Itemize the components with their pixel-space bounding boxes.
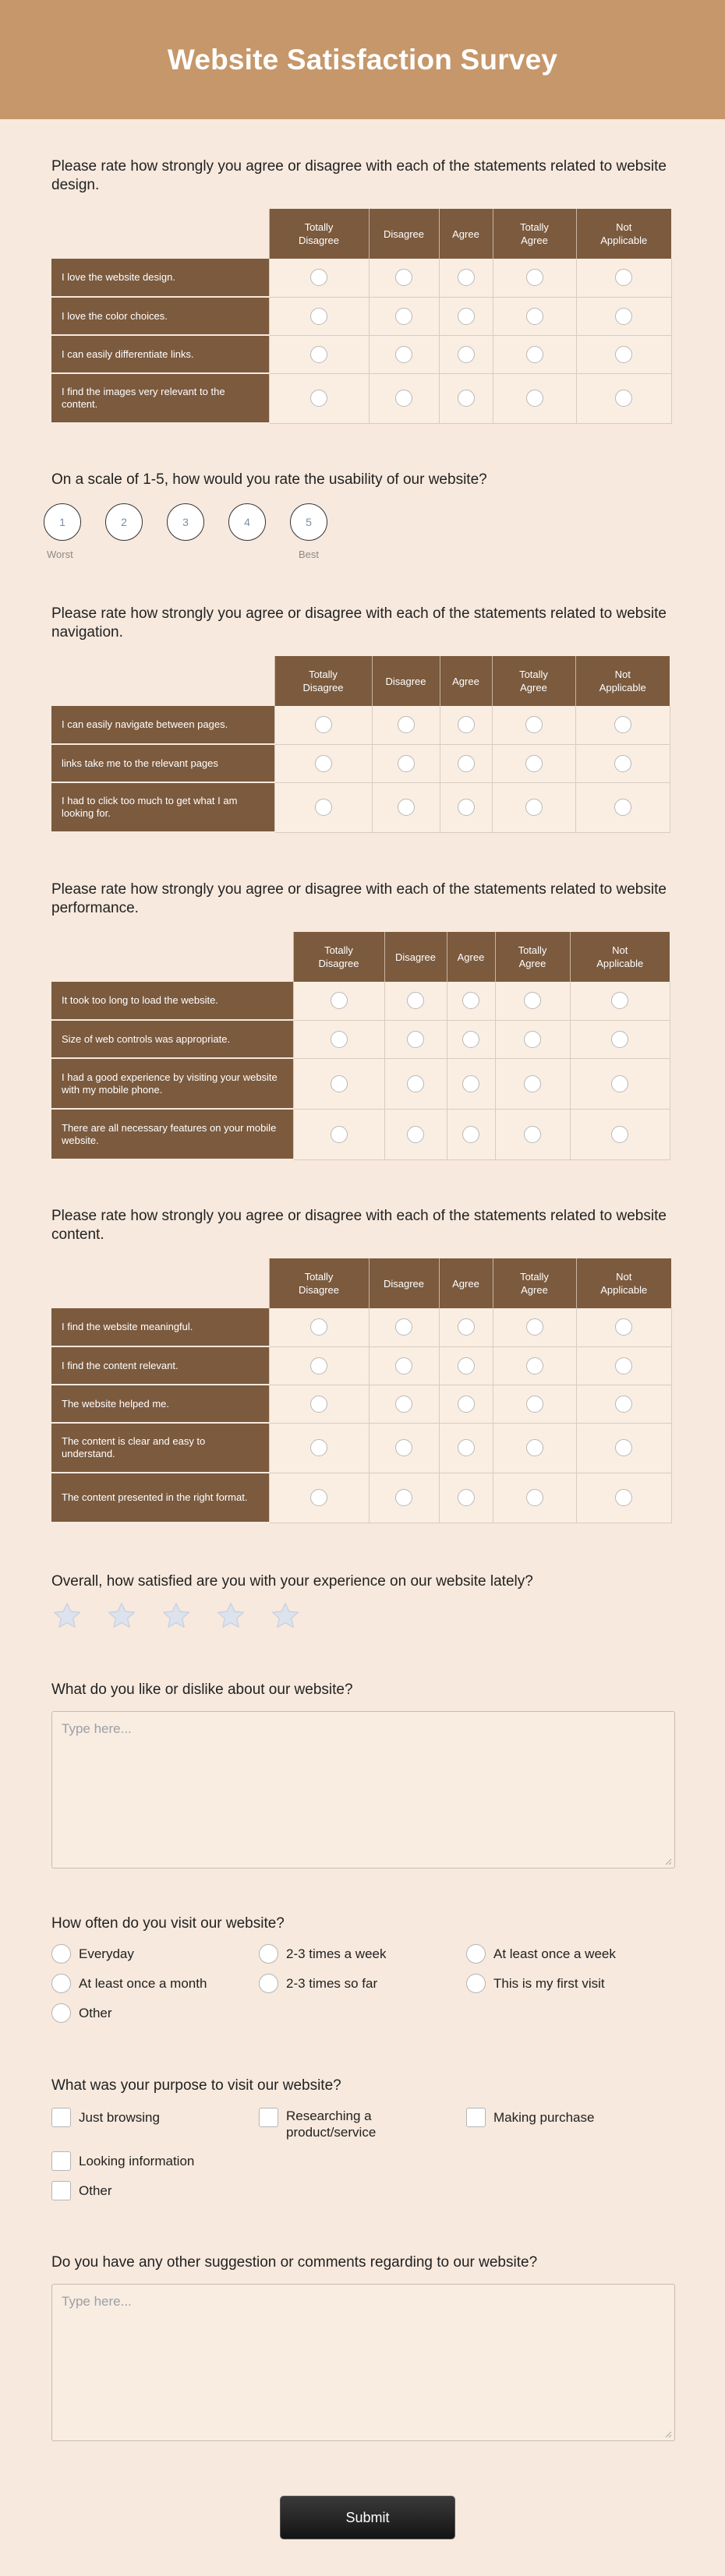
matrix-column-header: Totally Agree — [493, 209, 576, 259]
matrix-column-header: Totally Disagree — [293, 932, 384, 982]
matrix-radio[interactable] — [407, 992, 424, 1009]
matrix-radio[interactable] — [458, 1489, 475, 1506]
checkbox[interactable] — [51, 2108, 71, 2127]
matrix-cell — [495, 1020, 570, 1058]
resize-grip-icon[interactable] — [665, 1858, 672, 1865]
matrix-radio[interactable] — [462, 1126, 479, 1143]
matrix-cell — [439, 1346, 493, 1385]
matrix-row-label: I love the color choices. — [51, 297, 269, 335]
matrix-radio[interactable] — [458, 716, 475, 733]
matrix-radio[interactable] — [615, 1396, 632, 1413]
matrix-cell — [576, 1385, 671, 1423]
question-frequency — [51, 1914, 674, 2020]
matrix-cell — [492, 782, 575, 832]
matrix-radio[interactable] — [458, 1357, 475, 1374]
matrix-radio[interactable] — [315, 799, 332, 816]
matrix-column-header: Agree — [439, 209, 493, 259]
matrix-radio[interactable] — [526, 1357, 543, 1374]
matrix-radio[interactable] — [526, 1318, 543, 1336]
matrix-cell — [369, 1385, 439, 1423]
matrix-row-label: The website helped me. — [51, 1385, 269, 1423]
matrix-column-header: Totally Disagree — [274, 656, 372, 706]
checkbox[interactable] — [51, 2151, 71, 2171]
radio-button[interactable] — [51, 1974, 71, 1993]
matrix-radio[interactable] — [458, 799, 475, 816]
question-title: How often do you visit our website? — [51, 1915, 285, 1932]
matrix-cell — [439, 259, 493, 297]
matrix-cell — [439, 1308, 493, 1346]
matrix-cell — [369, 1308, 439, 1346]
matrix-radio[interactable] — [310, 1489, 327, 1506]
matrix-column-header: Disagree — [369, 1258, 439, 1308]
matrix-cell — [570, 1058, 670, 1109]
matrix-cell — [570, 1109, 670, 1159]
matrix-radio[interactable] — [526, 346, 543, 363]
question-performance — [51, 880, 674, 1146]
question-content — [51, 1207, 674, 1503]
matrix-row-label: I can easily differentiate links. — [51, 335, 269, 373]
matrix-cell — [274, 706, 372, 744]
radio-button[interactable] — [259, 1944, 278, 1964]
matrix-radio[interactable] — [458, 308, 475, 325]
matrix-column-header: Disagree — [372, 656, 440, 706]
resize-grip-icon[interactable] — [665, 2431, 672, 2438]
matrix-radio[interactable] — [462, 1031, 479, 1048]
matrix-cell — [269, 259, 369, 297]
matrix-cell — [493, 373, 576, 423]
comments-textarea[interactable] — [51, 2284, 675, 2441]
matrix-radio[interactable] — [462, 1075, 479, 1092]
matrix-radio[interactable] — [398, 755, 415, 772]
matrix-cell — [439, 335, 493, 373]
frequency-option-once-month[interactable]: At least once a month — [51, 1974, 207, 1993]
radio-button[interactable] — [466, 1974, 486, 1993]
matrix-radio[interactable] — [315, 755, 332, 772]
matrix-radio[interactable] — [525, 755, 543, 772]
matrix-row-label: The content is clear and easy to understand. — [51, 1423, 269, 1473]
matrix-cell — [492, 706, 575, 744]
matrix-cell — [576, 1346, 671, 1385]
matrix-radio[interactable] — [310, 1318, 327, 1336]
matrix-radio[interactable] — [615, 269, 632, 286]
matrix-performance — [51, 932, 670, 1160]
matrix-cell — [269, 1423, 369, 1473]
scale-option-5[interactable]: 5 — [290, 503, 327, 541]
matrix-cell — [269, 373, 369, 423]
matrix-radio[interactable] — [407, 1075, 424, 1092]
matrix-row-label: I had to click too much to get what I am looking for. — [51, 782, 274, 832]
matrix-radio[interactable] — [395, 308, 412, 325]
matrix-cell — [493, 1346, 576, 1385]
matrix-cell — [440, 744, 492, 782]
matrix-cell — [447, 1109, 495, 1159]
matrix-radio[interactable] — [331, 1075, 348, 1092]
matrix-radio[interactable] — [614, 755, 631, 772]
checkbox[interactable] — [51, 2181, 71, 2200]
matrix-row-label: I can easily navigate between pages. — [51, 706, 274, 744]
matrix-cell — [293, 1020, 384, 1058]
radio-button[interactable] — [259, 1974, 278, 1993]
matrix-row-label: There are all necessary features on your mobile website. — [51, 1109, 293, 1159]
matrix-cell — [439, 1473, 493, 1523]
question-title: Please rate how strongly you agree or disagree with each of the statements related to website content. — [51, 1208, 667, 1243]
matrix-cell — [372, 706, 440, 744]
matrix-cell — [384, 982, 447, 1020]
matrix-cell — [293, 982, 384, 1020]
matrix-radio[interactable] — [526, 1489, 543, 1506]
matrix-radio[interactable] — [615, 1357, 632, 1374]
matrix-cell — [440, 782, 492, 832]
matrix-radio[interactable] — [526, 1396, 543, 1413]
question-usability — [47, 471, 674, 560]
frequency-option-everyday[interactable]: Everyday — [51, 1944, 134, 1964]
matrix-cell — [493, 259, 576, 297]
matrix-row-label: I find the content relevant. — [51, 1346, 269, 1385]
matrix-radio[interactable] — [310, 1357, 327, 1374]
matrix-cell — [575, 706, 670, 744]
matrix-radio[interactable] — [310, 269, 327, 286]
matrix-cell — [570, 982, 670, 1020]
matrix-radio[interactable] — [526, 390, 543, 407]
survey-header — [0, 0, 725, 119]
frequency-option-other[interactable]: Other — [51, 2003, 112, 2023]
matrix-cell — [576, 1423, 671, 1473]
matrix-cell — [439, 1423, 493, 1473]
matrix-radio[interactable] — [462, 992, 479, 1009]
matrix-radio[interactable] — [525, 799, 543, 816]
frequency-option-once-week[interactable]: At least once a week — [466, 1944, 616, 1964]
like-dislike-textarea[interactable] — [51, 1711, 675, 1868]
matrix-cell — [440, 706, 492, 744]
question-title: Please rate how strongly you agree or disagree with each of the statements related to website performance. — [51, 881, 667, 916]
matrix-cell — [576, 1308, 671, 1346]
matrix-row-label: It took too long to load the website. — [51, 982, 293, 1020]
question-purpose — [51, 2077, 674, 2198]
matrix-cell — [493, 1423, 576, 1473]
textarea-placeholder: Type here... — [62, 1721, 132, 1736]
matrix-cell — [293, 1058, 384, 1109]
matrix-cell — [384, 1058, 447, 1109]
matrix-radio[interactable] — [398, 716, 415, 733]
matrix-radio[interactable] — [615, 1489, 632, 1506]
matrix-cell — [570, 1020, 670, 1058]
matrix-radio[interactable] — [526, 269, 543, 286]
matrix-cell — [269, 1308, 369, 1346]
matrix-radio[interactable] — [611, 1075, 628, 1092]
matrix-radio[interactable] — [615, 1439, 632, 1456]
question-like-dislike — [51, 1681, 674, 1736]
matrix-cell — [269, 1385, 369, 1423]
matrix-radio[interactable] — [614, 716, 631, 733]
question-design — [51, 157, 674, 410]
matrix-radio[interactable] — [458, 755, 475, 772]
matrix-column-header: Not Applicable — [575, 656, 670, 706]
matrix-cell — [492, 744, 575, 782]
star-icon[interactable] — [161, 1600, 192, 1632]
matrix-radio[interactable] — [458, 1439, 475, 1456]
scale-option-1[interactable]: 1 — [44, 503, 81, 541]
matrix-row-label: I find the website meaningful. — [51, 1308, 269, 1346]
matrix-radio[interactable] — [458, 1396, 475, 1413]
matrix-radio[interactable] — [524, 1126, 541, 1143]
matrix-cell — [369, 259, 439, 297]
purpose-option-purchase[interactable]: Making purchase — [466, 2108, 594, 2127]
matrix-radio[interactable] — [524, 992, 541, 1009]
matrix-radio[interactable] — [395, 1318, 412, 1336]
matrix-cell — [369, 1346, 439, 1385]
matrix-row-label: I love the website design. — [51, 259, 269, 297]
matrix-navigation — [51, 656, 670, 833]
matrix-radio[interactable] — [398, 799, 415, 816]
matrix-radio[interactable] — [395, 269, 412, 286]
matrix-radio[interactable] — [615, 308, 632, 325]
frequency-option-2-3-week[interactable]: 2-3 times a week — [259, 1944, 387, 1964]
matrix-row-label: Size of web controls was appropriate. — [51, 1020, 293, 1058]
matrix-corner — [51, 656, 274, 706]
matrix-column-header: Totally Agree — [492, 656, 575, 706]
matrix-row-label: I find the images very relevant to the content. — [51, 373, 269, 423]
matrix-cell — [447, 1058, 495, 1109]
star-icon[interactable] — [270, 1600, 301, 1632]
purpose-option-other[interactable]: Other — [51, 2181, 112, 2200]
matrix-cell — [369, 1423, 439, 1473]
matrix-design — [51, 209, 672, 424]
star-icon[interactable] — [215, 1600, 246, 1632]
matrix-cell — [369, 373, 439, 423]
matrix-column-header: Agree — [440, 656, 492, 706]
matrix-cell — [369, 335, 439, 373]
matrix-radio[interactable] — [525, 716, 543, 733]
matrix-radio[interactable] — [310, 346, 327, 363]
matrix-cell — [293, 1109, 384, 1159]
matrix-column-header: Not Applicable — [576, 1258, 671, 1308]
scale-option-3[interactable]: 3 — [167, 503, 204, 541]
matrix-cell — [495, 982, 570, 1020]
checkbox[interactable] — [466, 2108, 486, 2127]
matrix-radio[interactable] — [611, 992, 628, 1009]
matrix-radio[interactable] — [458, 346, 475, 363]
matrix-corner — [51, 209, 269, 259]
matrix-radio[interactable] — [395, 1357, 412, 1374]
matrix-radio[interactable] — [458, 390, 475, 407]
matrix-radio[interactable] — [395, 1396, 412, 1413]
matrix-cell — [447, 1020, 495, 1058]
matrix-radio[interactable] — [611, 1031, 628, 1048]
submit-button[interactable]: Submit — [280, 2496, 455, 2539]
matrix-cell — [384, 1109, 447, 1159]
matrix-cell — [575, 744, 670, 782]
matrix-cell — [269, 1473, 369, 1523]
purpose-option-information[interactable]: Looking information — [51, 2151, 194, 2171]
matrix-cell — [269, 335, 369, 373]
matrix-radio[interactable] — [407, 1126, 424, 1143]
matrix-radio[interactable] — [310, 308, 327, 325]
matrix-corner — [51, 1258, 269, 1308]
question-title: Do you have any other suggestion or comments regarding to our website? — [51, 2254, 538, 2271]
matrix-column-header: Totally Agree — [493, 1258, 576, 1308]
matrix-radio[interactable] — [395, 1439, 412, 1456]
star-icon[interactable] — [51, 1600, 83, 1632]
question-title: Overall, how satisfied are you with your experience on our website lately? — [51, 1573, 533, 1590]
star-icon[interactable] — [106, 1600, 137, 1632]
matrix-column-header: Disagree — [384, 932, 447, 982]
matrix-column-header: Totally Disagree — [269, 209, 369, 259]
radio-button[interactable] — [51, 2003, 71, 2023]
matrix-cell — [576, 335, 671, 373]
textarea-placeholder: Type here... — [62, 2294, 132, 2309]
matrix-radio[interactable] — [331, 1031, 348, 1048]
matrix-cell — [372, 782, 440, 832]
matrix-row-label: links take me to the relevant pages — [51, 744, 274, 782]
matrix-cell — [576, 373, 671, 423]
matrix-cell — [495, 1109, 570, 1159]
question-comments — [51, 2253, 674, 2309]
scale-max-label: Best — [299, 549, 320, 560]
matrix-cell — [274, 782, 372, 832]
matrix-column-header: Agree — [447, 932, 495, 982]
matrix-content — [51, 1258, 672, 1523]
matrix-cell — [372, 744, 440, 782]
matrix-cell — [384, 1020, 447, 1058]
matrix-cell — [269, 297, 369, 335]
matrix-column-header: Totally Disagree — [269, 1258, 369, 1308]
matrix-cell — [493, 335, 576, 373]
frequency-option-first-visit[interactable]: This is my first visit — [466, 1974, 605, 1993]
scale-option-4[interactable]: 4 — [228, 503, 266, 541]
matrix-radio[interactable] — [395, 346, 412, 363]
matrix-cell — [439, 297, 493, 335]
matrix-cell — [493, 297, 576, 335]
matrix-radio[interactable] — [331, 1126, 348, 1143]
matrix-column-header: Not Applicable — [570, 932, 670, 982]
matrix-radio[interactable] — [458, 269, 475, 286]
matrix-column-header: Agree — [439, 1258, 493, 1308]
matrix-column-header: Disagree — [369, 209, 439, 259]
matrix-column-header: Totally Agree — [495, 932, 570, 982]
matrix-cell — [439, 1385, 493, 1423]
scale-min-label: Worst — [47, 549, 73, 560]
matrix-radio[interactable] — [407, 1031, 424, 1048]
matrix-radio[interactable] — [315, 716, 332, 733]
question-title: Please rate how strongly you agree or disagree with each of the statements related to website navigation. — [51, 605, 667, 640]
purpose-option-browsing[interactable]: Just browsing — [51, 2108, 160, 2127]
matrix-cell — [576, 259, 671, 297]
matrix-cell — [369, 297, 439, 335]
survey-title: Website Satisfaction Survey — [167, 43, 558, 76]
checkbox[interactable] — [259, 2108, 278, 2127]
matrix-radio[interactable] — [526, 1439, 543, 1456]
matrix-radio[interactable] — [331, 992, 348, 1009]
matrix-cell — [269, 1346, 369, 1385]
matrix-radio[interactable] — [526, 308, 543, 325]
matrix-radio[interactable] — [524, 1075, 541, 1092]
question-title: What do you like or dislike about our website? — [51, 1681, 353, 1698]
question-title: On a scale of 1-5, how would you rate the usability of our website? — [51, 471, 487, 488]
matrix-radio[interactable] — [614, 799, 631, 816]
matrix-column-header: Not Applicable — [576, 209, 671, 259]
question-satisfaction — [51, 1572, 674, 1591]
matrix-cell — [575, 782, 670, 832]
matrix-cell — [493, 1308, 576, 1346]
matrix-radio[interactable] — [615, 346, 632, 363]
matrix-cell — [495, 1058, 570, 1109]
purpose-option-researching[interactable]: Researching a product/service — [259, 2108, 415, 2140]
matrix-cell — [576, 1473, 671, 1523]
matrix-radio[interactable] — [615, 1318, 632, 1336]
matrix-cell — [447, 982, 495, 1020]
scale-option-2[interactable]: 2 — [105, 503, 143, 541]
question-navigation — [51, 605, 674, 819]
matrix-row-label: I had a good experience by visiting your website with my mobile phone. — [51, 1058, 293, 1109]
matrix-row-label: The content presented in the right format. — [51, 1473, 269, 1523]
matrix-radio[interactable] — [458, 1318, 475, 1336]
matrix-cell — [274, 744, 372, 782]
question-title: What was your purpose to visit our website? — [51, 2077, 341, 2094]
radio-button[interactable] — [51, 1944, 71, 1964]
matrix-cell — [493, 1473, 576, 1523]
matrix-radio[interactable] — [310, 1396, 327, 1413]
matrix-radio[interactable] — [395, 1489, 412, 1506]
matrix-cell — [369, 1473, 439, 1523]
matrix-corner — [51, 932, 293, 982]
star-rating — [51, 1600, 301, 1632]
matrix-radio[interactable] — [611, 1126, 628, 1143]
matrix-cell — [576, 297, 671, 335]
matrix-cell — [439, 373, 493, 423]
frequency-option-2-3-so-far[interactable]: 2-3 times so far — [259, 1974, 377, 1993]
matrix-radio[interactable] — [524, 1031, 541, 1048]
matrix-radio[interactable] — [310, 390, 327, 407]
question-title: Please rate how strongly you agree or disagree with each of the statements related to website design. — [51, 158, 667, 193]
matrix-radio[interactable] — [310, 1439, 327, 1456]
matrix-radio[interactable] — [395, 390, 412, 407]
matrix-radio[interactable] — [615, 390, 632, 407]
radio-button[interactable] — [466, 1944, 486, 1964]
matrix-cell — [493, 1385, 576, 1423]
